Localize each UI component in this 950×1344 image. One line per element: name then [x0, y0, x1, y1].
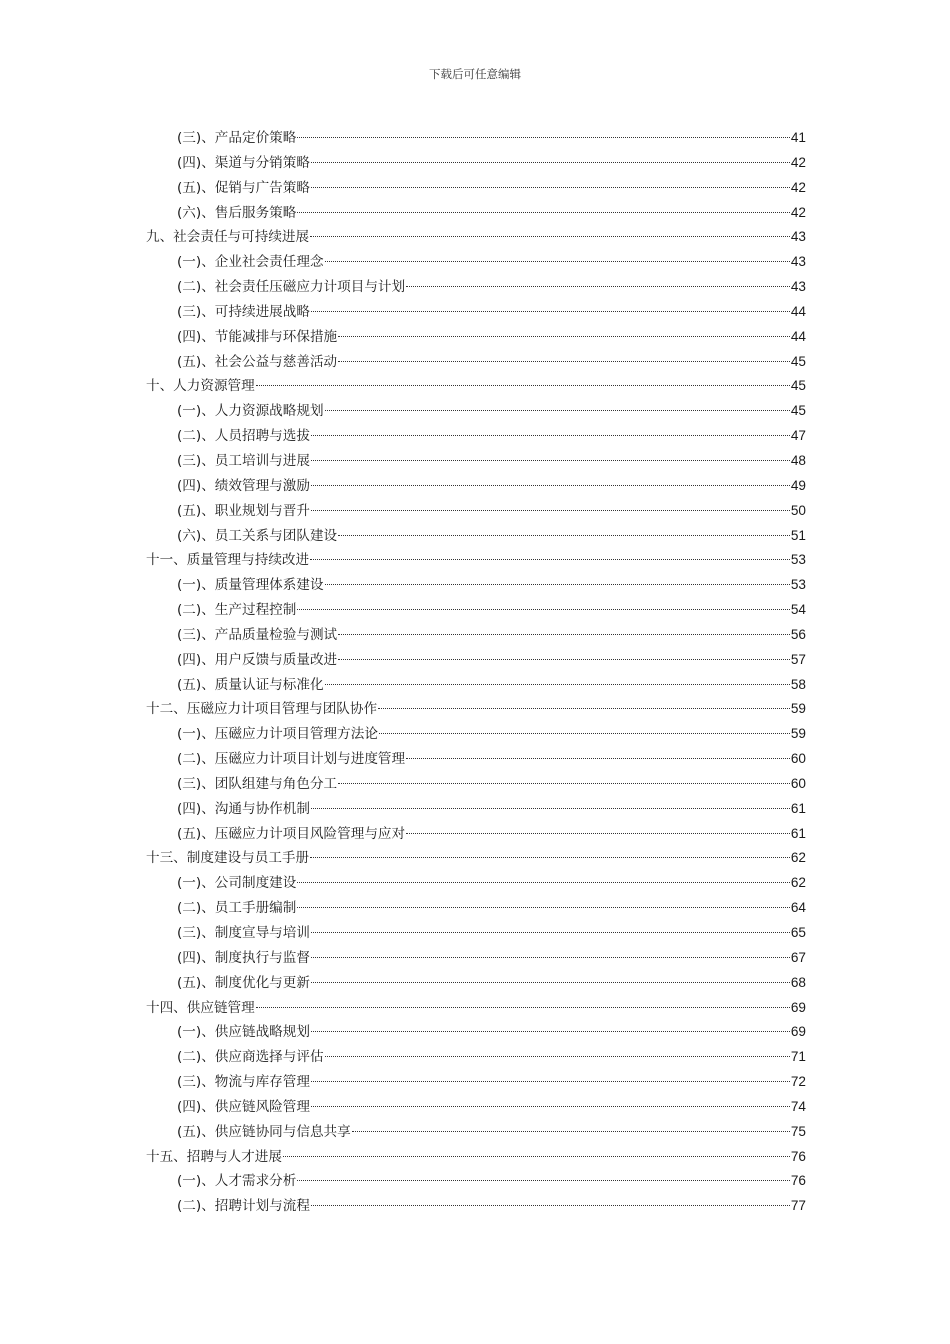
toc-section-entry[interactable]: [146, 275, 806, 300]
toc-section-entry[interactable]: [146, 176, 806, 201]
toc-section-entry[interactable]: [146, 623, 806, 648]
toc-page-number: 41: [790, 130, 806, 145]
toc-entry-title: (二)、社会责任压磁应力计项目与计划: [177, 279, 406, 296]
toc-dot-leader: [311, 982, 790, 983]
toc-entry-title: (四)、渠道与分销策略: [177, 154, 310, 171]
toc-page-number: 60: [790, 775, 806, 791]
toc-dot-leader: [311, 932, 790, 933]
toc-dot-leader: [325, 584, 790, 585]
toc-page-number: 48: [790, 452, 806, 468]
toc-chapter-entry[interactable]: [146, 846, 806, 871]
toc-entry-title: (一)、人才需求分析: [177, 1173, 297, 1190]
toc-dot-leader: [352, 1131, 790, 1132]
toc-dot-leader: [338, 361, 790, 362]
toc-entry-title: 十二、压磁应力计项目管理与团队协作: [146, 701, 378, 718]
toc-section-entry[interactable]: [146, 524, 806, 549]
toc-entry-title: (三)、产品质量检验与测试: [177, 626, 338, 643]
toc-section-entry[interactable]: [146, 1070, 806, 1095]
toc-section-entry[interactable]: [146, 797, 806, 822]
toc-page-number: 45: [790, 403, 806, 419]
toc-section-entry[interactable]: [146, 399, 806, 424]
toc-entry-title: (三)、制度宣导与培训: [177, 925, 310, 941]
toc-dot-leader: [325, 684, 790, 685]
toc-section-entry[interactable]: [146, 151, 806, 176]
toc-page-number: 53: [790, 552, 806, 568]
toc-page-number: 77: [790, 1198, 806, 1214]
toc-entry-title: (五)、质量认证与标准化: [177, 676, 324, 693]
toc-entry-title: (二)、招聘计划与流程: [177, 1198, 310, 1215]
toc-page-number: 69: [790, 1024, 806, 1040]
toc-page-number: 67: [790, 949, 806, 965]
toc-page-number: 74: [790, 1098, 806, 1114]
toc-entry-title: 十五、招聘与人才进展: [146, 1148, 282, 1165]
toc-entry-title: (三)、可持续进展战略: [177, 303, 310, 320]
toc-chapter-entry[interactable]: [146, 374, 806, 399]
toc-dot-leader: [311, 162, 790, 163]
toc-page-number: 45: [790, 353, 806, 369]
toc-dot-leader: [310, 236, 790, 237]
toc-dot-leader: [406, 758, 790, 759]
toc-dot-leader: [406, 286, 790, 287]
toc-section-entry[interactable]: [146, 126, 806, 151]
toc-page-number: 62: [790, 875, 806, 891]
toc-section-entry[interactable]: [146, 822, 806, 847]
toc-dot-leader: [325, 410, 790, 411]
toc-section-entry[interactable]: [146, 722, 806, 747]
toc-page-number: 49: [790, 477, 806, 493]
toc-entry-title: (三)、团队组建与角色分工: [177, 775, 338, 792]
toc-dot-leader: [311, 311, 790, 312]
toc-entry-title: (五)、社会公益与慈善活动: [177, 353, 338, 370]
toc-section-entry[interactable]: [146, 449, 806, 474]
toc-page-number: 56: [790, 626, 806, 642]
toc-entry-title: (六)、售后服务策略: [177, 204, 297, 221]
toc-section-entry[interactable]: [146, 871, 806, 896]
toc-dot-leader: [297, 907, 790, 908]
toc-section-entry[interactable]: [146, 499, 806, 524]
toc-entry-title: (二)、供应商选择与评估: [177, 1049, 324, 1066]
toc-page-number: 61: [790, 800, 806, 816]
toc-dot-leader: [297, 1180, 790, 1181]
toc-section-entry[interactable]: [146, 573, 806, 598]
toc-entry-title: (五)、制度优化与更新: [177, 974, 310, 991]
toc-section-entry[interactable]: [146, 1169, 806, 1194]
toc-dot-leader: [325, 261, 790, 262]
toc-entry-title: (五)、职业规划与晋升: [177, 502, 310, 519]
toc-entry-title: (一)、质量管理体系建设: [177, 577, 324, 594]
toc-dot-leader: [379, 733, 790, 734]
toc-dot-leader: [311, 460, 790, 461]
toc-section-entry[interactable]: [146, 1045, 806, 1070]
toc-page-number: 43: [790, 279, 806, 295]
toc-entry-title: 十、人力资源管理: [146, 378, 255, 395]
toc-section-entry[interactable]: [146, 946, 806, 971]
toc-page-number: 54: [790, 602, 806, 618]
toc-page-number: 64: [790, 900, 806, 916]
toc-entry-title: 十一、质量管理与持续改进: [146, 552, 310, 569]
toc-dot-leader: [297, 609, 790, 610]
toc-entry-title: 九、社会责任与可持续进展: [146, 229, 310, 246]
toc-entry-title: (三)、物流与库存管理: [177, 1074, 310, 1091]
toc-page-number: 71: [790, 1049, 806, 1065]
toc-entry-title: (四)、用户反馈与质量改进: [177, 651, 338, 668]
toc-dot-leader: [311, 1031, 790, 1032]
toc-entry-title: 十四、供应链管理: [146, 999, 255, 1016]
toc-entry-title: (一)、企业社会责任理念: [177, 254, 324, 271]
page-header: 下载后可任意编辑: [429, 67, 521, 81]
toc-page-number: 50: [790, 502, 806, 518]
toc-page-number: 42: [790, 179, 806, 195]
toc-dot-leader: [338, 783, 790, 784]
toc-entry-title: (六)、员工关系与团队建设: [177, 527, 338, 544]
toc-entry-title: (二)、员工手册编制: [177, 900, 297, 917]
toc-page-number: 44: [790, 303, 806, 319]
toc-dot-leader: [311, 435, 790, 436]
toc-dot-leader: [311, 808, 790, 809]
toc-dot-leader: [311, 1081, 790, 1082]
toc-page-number: 69: [790, 999, 806, 1015]
toc-dot-leader: [311, 485, 790, 486]
toc-entry-title: (四)、供应链风险管理: [177, 1098, 310, 1115]
toc-chapter-entry[interactable]: [146, 225, 806, 250]
toc-page-number: 57: [790, 651, 806, 667]
toc-entry-title: 十三、制度建设与员工手册: [146, 850, 310, 867]
toc-page-number: 61: [790, 825, 806, 841]
toc-page-number: 65: [790, 925, 806, 940]
toc-section-entry[interactable]: [146, 1120, 806, 1145]
toc-page-number: 44: [790, 328, 806, 344]
toc-section-entry[interactable]: [146, 201, 806, 226]
toc-page-number: 72: [790, 1074, 806, 1090]
toc-page-number: 62: [790, 850, 806, 866]
toc-section-entry[interactable]: [146, 325, 806, 350]
toc-entry-title: (一)、公司制度建设: [177, 875, 297, 892]
toc-dot-leader: [310, 559, 790, 560]
toc-entry-title: (二)、压磁应力计项目计划与进度管理: [177, 751, 406, 768]
toc-page-number: 42: [790, 154, 806, 170]
toc-entry-title: (一)、供应链战略规划: [177, 1024, 310, 1041]
toc-section-entry[interactable]: [146, 300, 806, 325]
toc-page-number: 47: [790, 428, 806, 444]
toc-section-entry[interactable]: [146, 772, 806, 797]
toc-section-entry[interactable]: [146, 921, 806, 946]
toc-entry-title: (一)、压磁应力计项目管理方法论: [177, 726, 378, 743]
toc-page-number: 75: [790, 1123, 806, 1139]
toc-section-entry[interactable]: [146, 474, 806, 499]
toc-section-entry[interactable]: [146, 648, 806, 673]
toc-entry-title: (四)、制度执行与监督: [177, 949, 310, 966]
table-of-contents: [146, 126, 806, 1219]
toc-entry-title: (五)、压磁应力计项目风险管理与应对: [177, 825, 406, 842]
toc-page-number: 76: [790, 1148, 806, 1164]
toc-page-number: 58: [790, 676, 806, 692]
toc-entry-title: (二)、人员招聘与选拔: [177, 428, 310, 445]
toc-dot-leader: [311, 957, 790, 958]
toc-dot-leader: [406, 833, 790, 834]
toc-section-entry[interactable]: [146, 971, 806, 996]
toc-section-entry[interactable]: [146, 1194, 806, 1219]
toc-dot-leader: [297, 137, 790, 138]
toc-dot-leader: [311, 187, 790, 188]
toc-page-number: 51: [790, 527, 806, 543]
toc-page-number: 53: [790, 577, 806, 593]
toc-dot-leader: [338, 336, 790, 337]
toc-entry-title: (一)、人力资源战略规划: [177, 403, 324, 420]
toc-section-entry[interactable]: [146, 747, 806, 772]
toc-page-number: 60: [790, 751, 806, 767]
toc-dot-leader: [311, 1106, 790, 1107]
toc-entry-title: (四)、沟通与协作机制: [177, 800, 310, 817]
toc-page-number: 68: [790, 974, 806, 990]
toc-dot-leader: [338, 634, 790, 635]
toc-chapter-entry[interactable]: [146, 697, 806, 722]
toc-entry-title: (四)、节能减排与环保措施: [177, 328, 338, 345]
toc-page-number: 43: [790, 229, 806, 245]
toc-section-entry[interactable]: [146, 424, 806, 449]
toc-chapter-entry[interactable]: [146, 996, 806, 1021]
toc-dot-leader: [311, 1205, 790, 1206]
toc-page-number: 45: [790, 378, 806, 394]
toc-section-entry[interactable]: [146, 1020, 806, 1045]
toc-dot-leader: [338, 535, 790, 536]
toc-dot-leader: [310, 857, 790, 858]
toc-section-entry[interactable]: [146, 673, 806, 698]
toc-entry-title: (五)、供应链协同与信息共享: [177, 1123, 351, 1140]
toc-entry-title: (三)、员工培训与进展: [177, 452, 310, 469]
toc-entry-title: (五)、促销与广告策略: [177, 179, 310, 196]
toc-dot-leader: [256, 1007, 790, 1008]
toc-dot-leader: [256, 385, 790, 386]
toc-section-entry[interactable]: [146, 896, 806, 921]
toc-dot-leader: [283, 1156, 790, 1157]
toc-page-number: 42: [790, 204, 806, 220]
toc-page-number: 59: [790, 701, 806, 717]
toc-section-entry[interactable]: [146, 350, 806, 375]
toc-page-number: 59: [790, 726, 806, 742]
toc-page-number: 76: [790, 1173, 806, 1189]
toc-dot-leader: [338, 659, 790, 660]
toc-page-number: 43: [790, 254, 806, 270]
toc-entry-title: (三)、产品定价策略: [177, 130, 297, 146]
toc-dot-leader: [311, 510, 790, 511]
toc-dot-leader: [297, 212, 790, 213]
toc-dot-leader: [325, 1056, 790, 1057]
toc-dot-leader: [297, 882, 790, 883]
toc-entry-title: (二)、生产过程控制: [177, 602, 297, 619]
toc-section-entry[interactable]: [146, 598, 806, 623]
toc-dot-leader: [378, 708, 790, 709]
toc-chapter-entry[interactable]: [146, 548, 806, 573]
toc-section-entry[interactable]: [146, 250, 806, 275]
toc-entry-title: (四)、绩效管理与激励: [177, 477, 310, 494]
toc-chapter-entry[interactable]: [146, 1145, 806, 1170]
toc-section-entry[interactable]: [146, 1095, 806, 1120]
